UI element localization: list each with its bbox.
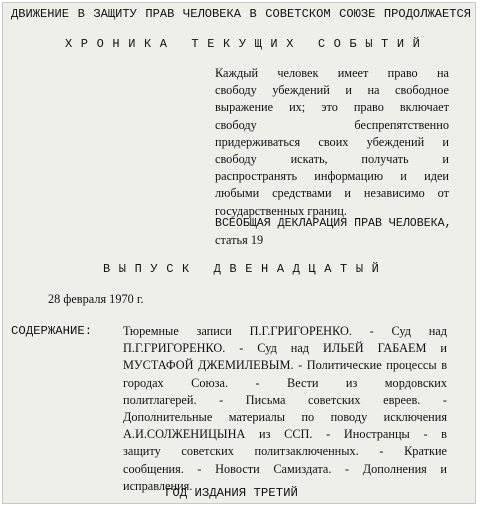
contents-line: политлагерей. - Письма советских евреев. - <box>123 392 447 407</box>
publication-year: ГОД ИЗДАНИЯ ТРЕТИЙ <box>165 486 298 500</box>
contents-line: защиту советских политзаключенных. - Краткие <box>123 444 447 459</box>
contents-line: городах Союза. - Вести из мордовских <box>123 375 447 390</box>
chronicle-title: ХРОНИКА ТЕКУЩИХ СОБЫТИЙ <box>65 37 429 51</box>
epigraph-line: государственных границ. <box>215 203 347 218</box>
contents-line: А.И.СОЛЖЕНИЦЫНА из ССП. - Иностранцы - в <box>123 427 447 442</box>
epigraph-line: свободу искать, получать и <box>215 152 449 167</box>
contents-line: П.Г.ГРИГОРЕНКО. - Суд над ИЛЬЕЙ ГАБАЕМ и <box>123 341 447 356</box>
epigraph-line: свободу беспрепятственно <box>215 117 449 132</box>
contents-line: исправления. <box>123 478 193 493</box>
epigraph <box>215 65 449 220</box>
epigraph-line: выражение их; это право включает <box>215 100 449 115</box>
declaration-title: ВСЕОБЩАЯ ДЕКЛАРАЦИЯ ПРАВ ЧЕЛОВЕКА, <box>215 217 452 230</box>
contents-label: СОДЕРЖАНИЕ: <box>11 324 93 338</box>
epigraph-line: распространять информацию и идеи <box>215 169 449 184</box>
epigraph-line: любыми средствами и независимо от <box>215 186 449 201</box>
declaration-article: статья 19 <box>215 233 264 248</box>
contents-line: сообщения. - Новости Самиздата. - Дополнения и <box>123 461 447 476</box>
issue-title: ВЫПУСК ДВЕНАДЦАТЫЙ <box>103 262 388 276</box>
movement-header: ДВИЖЕНИЕ В ЗАЩИТУ ПРАВ ЧЕЛОВЕКА В СОВЕТСКОМ СОЮЗЕ ПРОДОЛЖАЕТСЯ <box>11 7 471 21</box>
contents-line: Тюремные записи П.Г.ГРИГОРЕНКО. - Суд над <box>123 324 447 338</box>
epigraph-source <box>215 215 455 249</box>
contents-line: МУСТАФОЙ ДЖЕМИЛЕВЫМ. - Политические процессы в <box>123 358 447 373</box>
document-page <box>2 2 476 504</box>
contents-line: Дополнительные материалы по поводу исключения <box>123 410 447 425</box>
epigraph-line: придерживаться своих убеждений и <box>215 134 449 149</box>
issue-date: 28 февраля 1970 г. <box>48 292 144 306</box>
epigraph-line: Каждый человек имеет право на <box>215 66 449 80</box>
epigraph-line: свободу убеждений и на свободное <box>215 83 449 98</box>
contents-list <box>123 323 447 495</box>
